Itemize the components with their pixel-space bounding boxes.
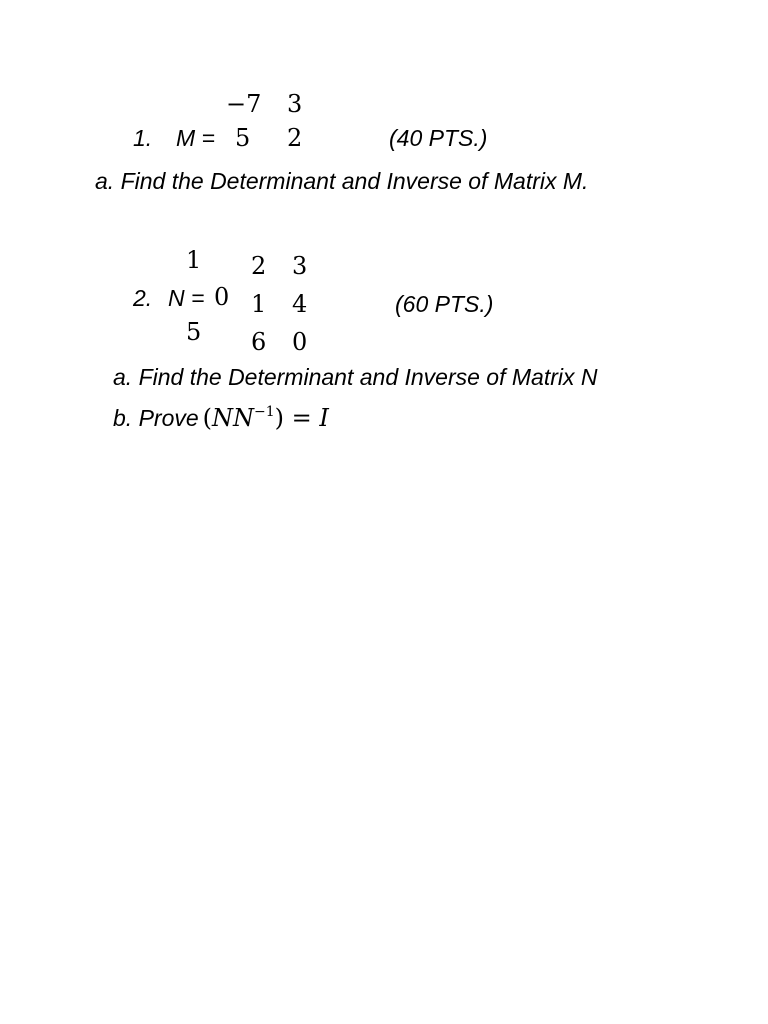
problem-1-points: (40 PTS.) [389, 125, 488, 151]
matrix-m-cell-r2c2: 2 [287, 124, 303, 152]
part-b-prefix: b. Prove [113, 405, 199, 431]
matrix-m-cell-r2c1: 5 [235, 124, 251, 152]
problem-2-part-b [113, 405, 329, 430]
part-b-n-inverse: N [233, 404, 255, 432]
part-b-inverse-exponent: −1 [254, 404, 275, 420]
part-b-open-paren: ( [202, 404, 213, 432]
matrix-n-cell-r2c3: 4 [292, 290, 308, 318]
matrix-m-cell-r1c2: 3 [287, 90, 303, 118]
matrix-n-cell-r3c1: 5 [186, 318, 202, 346]
part-b-identity: I [319, 404, 329, 432]
matrix-n-cell-r1c1: 1 [186, 246, 202, 274]
matrix-m-name: M = [176, 125, 215, 151]
matrix-n-cell-r3c3: 0 [292, 328, 308, 356]
problem-1-part-a: a. Find the Determinant and Inverse of Matrix M. [95, 168, 589, 194]
matrix-n-cell-r2c1: 0 [214, 283, 230, 311]
matrix-n-cell-r3c2: 6 [251, 328, 267, 356]
matrix-n-cell-r1c3: 3 [292, 252, 308, 280]
matrix-n-cell-r1c2: 2 [251, 252, 267, 280]
problem-2-part-a: a. Find the Determinant and Inverse of Matrix N [113, 364, 598, 390]
matrix-n-cell-r2c2: 1 [251, 290, 267, 318]
problem-1-number: 1. [133, 125, 153, 151]
part-b-close-equals: ) = [274, 404, 320, 432]
matrix-n-name: N = [168, 285, 205, 311]
matrix-m-cell-r1c1: −7 [226, 90, 262, 118]
part-b-n: N [212, 404, 234, 432]
problem-2-number: 2. [133, 285, 153, 311]
problem-2-points: (60 PTS.) [395, 291, 494, 317]
